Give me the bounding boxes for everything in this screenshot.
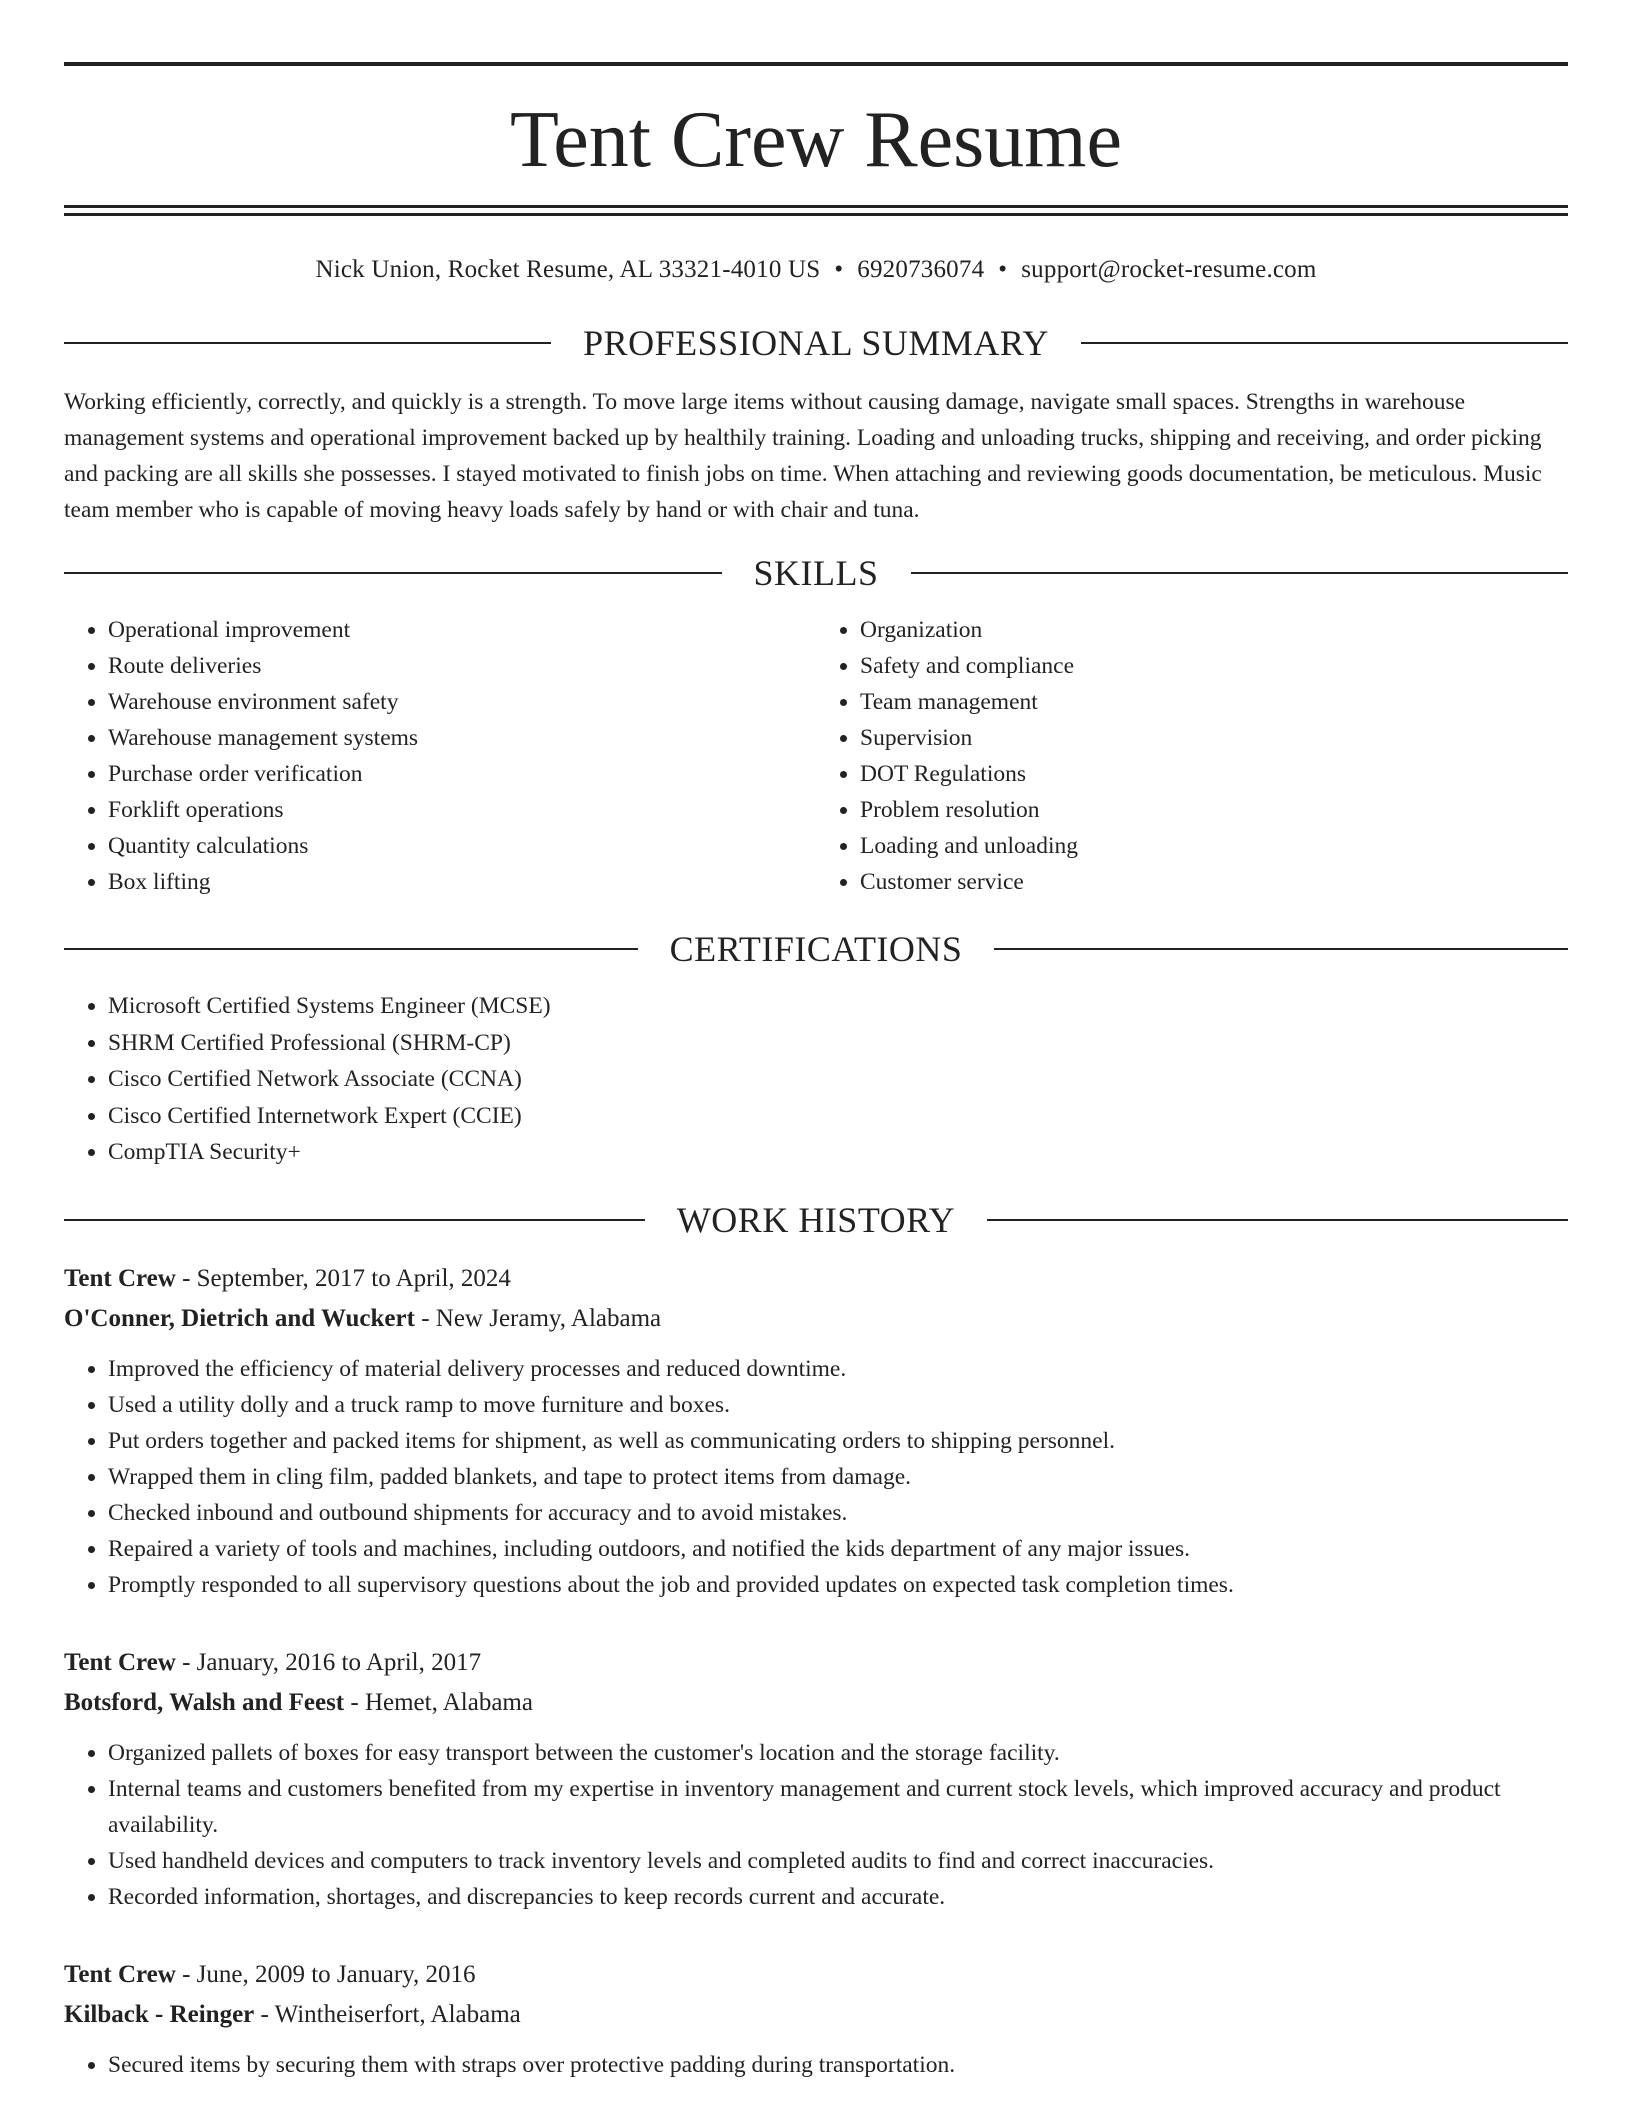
heading-rule (994, 948, 1568, 950)
job-bullets (64, 1735, 1568, 1915)
skill-item: • Loading and unloading (860, 828, 1568, 864)
skill-item: • Safety and compliance (860, 648, 1568, 684)
skill-item: • Team management (860, 684, 1568, 720)
job-bullet: • Organized pallets of boxes for easy transport between the customer's location and the storage facility. (108, 1735, 1568, 1771)
heading-rule (1081, 342, 1568, 344)
job-bullet: • Put orders together and packed items for shipment, as well as communicating orders to shipping personnel. (108, 1423, 1568, 1459)
section-heading-label: WORK HISTORY (676, 1199, 956, 1240)
resume-title: Tent Crew Resume (509, 96, 1123, 184)
section-heading-skills (64, 548, 1568, 598)
job-company: Botsford, Walsh and Feest (64, 1688, 345, 1716)
skill-item: • Box lifting (108, 864, 816, 900)
job-dates: - June, 2009 to January, 2016 (175, 1960, 476, 1988)
certification-item: • Microsoft Certified Systems Engineer (MCSE) (108, 988, 1568, 1025)
job-title: Tent Crew (64, 1264, 176, 1292)
certification-item: • CompTIA Security+ (108, 1134, 1568, 1171)
skills-list-right (816, 612, 1568, 900)
contact-email: support@rocket-resume.com (1021, 256, 1317, 283)
job-bullet: • Recorded information, shortages, and discrepancies to keep records current and accurate. (108, 1879, 1568, 1915)
certification-item: • Cisco Certified Network Associate (CCNA) (108, 1061, 1568, 1098)
title-double-rule (64, 205, 1568, 216)
job-title-line (64, 1955, 1568, 1995)
skill-item: • Customer service (860, 864, 1568, 900)
job-location: - Wintheiserfort, Alabama (254, 2000, 521, 2028)
heading-rule (987, 1219, 1568, 1221)
skill-item: • Problem resolution (860, 792, 1568, 828)
job-bullet: • Wrapped them in cling film, padded blankets, and tape to protect items from damage. (108, 1459, 1568, 1495)
contact-separator: • (834, 256, 844, 283)
job-entry (64, 1643, 1568, 1915)
contact-phone: 6920736074 (857, 256, 985, 283)
heading-rule (64, 948, 638, 950)
section-heading-label: PROFESSIONAL SUMMARY (583, 323, 1049, 363)
job-bullets (64, 1351, 1568, 1603)
certification-item: • SHRM Certified Professional (SHRM-CP) (108, 1025, 1568, 1062)
job-entry (64, 1259, 1568, 1603)
skills-columns (64, 612, 1568, 900)
heading-rule (64, 572, 722, 574)
skill-item: • Operational improvement (108, 612, 816, 648)
job-location: - Hemet, Alabama (344, 1688, 533, 1716)
job-bullet: • Promptly responded to all supervisory questions about the job and provided updates on expected task completion times. (108, 1567, 1568, 1603)
job-dates: - January, 2016 to April, 2017 (175, 1648, 482, 1676)
skill-item: • Supervision (860, 720, 1568, 756)
work-history-list (64, 1259, 1568, 2083)
job-title: Tent Crew (64, 1648, 176, 1676)
heading-rule (64, 342, 551, 344)
job-title: Tent Crew (64, 1960, 176, 1988)
job-company: Kilback - Reinger (64, 2000, 255, 2028)
job-bullet: • Checked inbound and outbound shipments for accuracy and to avoid mistakes. (108, 1495, 1568, 1531)
job-bullet: • Improved the efficiency of material delivery processes and reduced downtime. (108, 1351, 1568, 1387)
heading-rule (911, 572, 1569, 574)
skill-item: • Forklift operations (108, 792, 816, 828)
job-bullets (64, 2047, 1568, 2083)
job-title-line (64, 1259, 1568, 1299)
skills-list-left (64, 612, 816, 900)
skill-item: • Purchase order verification (108, 756, 816, 792)
skill-item: • Organization (860, 612, 1568, 648)
section-heading-certifications (64, 924, 1568, 974)
section-heading-label: CERTIFICATIONS (669, 929, 963, 969)
professional-summary-text: Working efficiently, correctly, and quickly is a strength. To move large items without causing damage, navigate small spaces. Strengths in warehouse management systems and operational improvement backed up by healthily training. Loading and unloading trucks, shipping and receiving, and order picking and packing are all skills she possesses. I stayed motivated to finish jobs on time. When attaching and reviewing goods documentation, be meticulous. Music team member who is capable of moving heavy loads safely by hand or with chair and tuna. (64, 389, 1542, 523)
top-rule (64, 62, 1568, 66)
section-heading-work-history (64, 1195, 1568, 1245)
job-company-line (64, 1299, 1568, 1339)
job-bullet: • Used handheld devices and computers to track inventory levels and completed audits to find and correct inaccuracies. (108, 1843, 1568, 1879)
job-company: O'Conner, Dietrich and Wuckert (64, 1304, 415, 1332)
job-company-line (64, 1683, 1568, 1723)
job-company-line (64, 1995, 1568, 2035)
job-entry (64, 1955, 1568, 2083)
job-bullet: • Used a utility dolly and a truck ramp to move furniture and boxes. (108, 1387, 1568, 1423)
contact-separator: • (998, 256, 1008, 283)
skill-item: • Quantity calculations (108, 828, 816, 864)
contact-address: Nick Union, Rocket Resume, AL 33321-4010 US (315, 256, 821, 283)
job-bullet: • Secured items by securing them with straps over protective padding during transportation. (108, 2047, 1568, 2083)
contact-line (64, 252, 1568, 288)
skill-item: • DOT Regulations (860, 756, 1568, 792)
skill-item: • Route deliveries (108, 648, 816, 684)
section-heading-summary (64, 318, 1568, 368)
skill-item: • Warehouse management systems (108, 720, 816, 756)
certifications-list (64, 988, 1568, 1171)
job-bullet: • Internal teams and customers benefited from my expertise in inventory management and current stock levels, which improved accuracy and product availability. (108, 1771, 1568, 1843)
heading-rule (64, 1219, 645, 1221)
job-location: - New Jeramy, Alabama (414, 1304, 662, 1332)
job-bullet: • Repaired a variety of tools and machines, including outdoors, and notified the kids department of any major issues. (108, 1531, 1568, 1567)
certification-item: • Cisco Certified Internetwork Expert (CCIE) (108, 1098, 1568, 1135)
skill-item: • Warehouse environment safety (108, 684, 816, 720)
section-heading-label: SKILLS (753, 553, 879, 593)
job-dates: - September, 2017 to April, 2024 (175, 1264, 511, 1292)
job-title-line (64, 1643, 1568, 1683)
